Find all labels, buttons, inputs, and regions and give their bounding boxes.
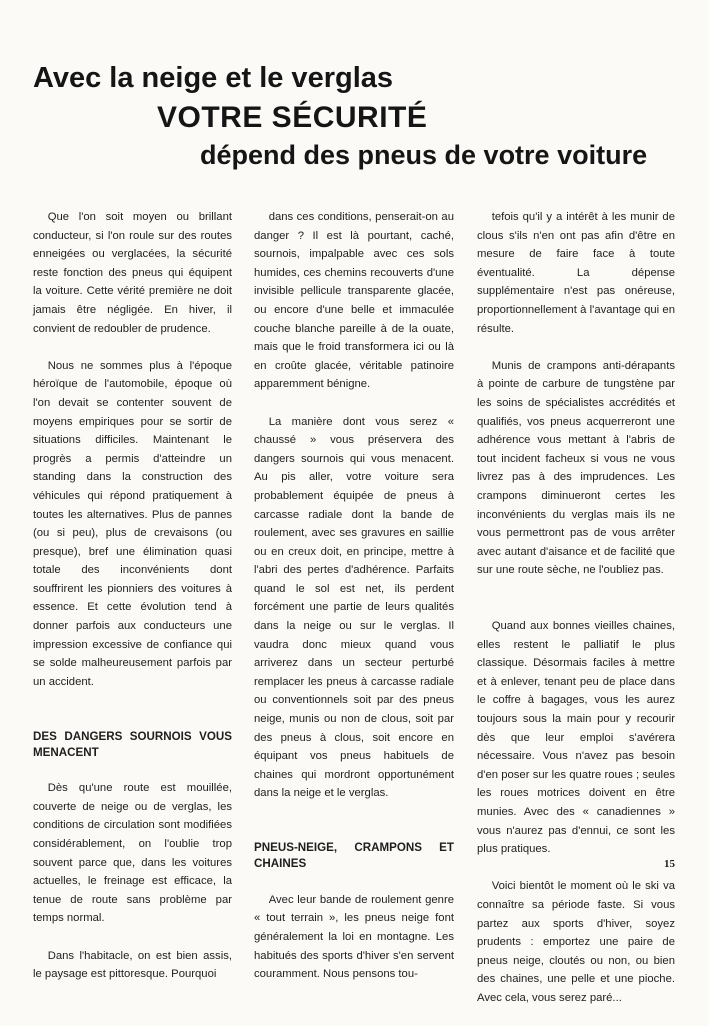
section-heading: PNEUS-NEIGE, CRAMPONS ET CHAINES bbox=[254, 841, 454, 871]
paragraph: Quand aux bonnes vieilles chaines, elles restent le palliatif le plus classique. Désormais faciles à mettre et à enlever, tenant peu de place dans le coffre à bagages, vous les aurez toujours sous la main pour y recourir dès que leur emploi s'avérera nécessaire. Vous n'avez pas besoin d'en poser sur les quatre roues ; seules les roues motrices doivent en être munies. Avec des « canadiennes » vous n'aurez pas d'ennui, ce sont les plus pratiques. bbox=[477, 620, 675, 856]
paragraph: Nous ne sommes plus à l'époque héroïque de l'automobile, époque où l'on devait se contenter souvent de moyens empiriques pour se sortir de situations difficiles. Maintenant le progrès a permis d'atteindre un standing dans la construction des véhicules qui répond pratiquement à toutes les alternatives. Plus de pannes (ou si peu), plus de crevaisons (ou presque), bref une élimination quasi totale des inconvénients dont souffrirent les pionniers des voitures à essence. Et cette évolution tend à donner parfois aux conducteurs une impression excessive de confiance qui se solde malheureusement parfois par un accident. bbox=[33, 359, 232, 688]
column-1 bbox=[33, 208, 232, 1002]
paragraph: Voici bientôt le moment où le ski va connaître sa période faste. Si vous partez aux sports d'hiver, soyez prudents : emportez une paire de pneus neige, cloutés ou non, ou bien des chaines, une pelle et une pioche. Avec cela, vous serez paré... bbox=[477, 880, 675, 1004]
paragraph: Munis de crampons anti-dérapants à pointe de carbure de tungstène par les soins de spécialistes accrédités et qualifiés, vos pneus acquerreront une adhérence vous mettant à l'abris de tout incident facheux si vous ne vous livrez pas à des imprudences. Les crampons diminueront certes les inconvénients du verglas mais ils ne vous permettront pas de vous arrêter avec autant d'aisance et de facilité que sur une route sèche, ne l'oubliez pas. bbox=[477, 359, 675, 577]
column-2 bbox=[254, 208, 454, 1002]
column-3 bbox=[477, 208, 675, 1026]
title-line-1: Avec la neige et le verglas bbox=[33, 62, 394, 94]
paragraph: Dès qu'une route est mouillée, couverte de neige ou de verglas, les conditions de circulation sont modifiées considérablement, on l'oublie trop souvent parce que, dans les voitures actuelles, le freinage est efficace, la tenue de route sans problème par temps normal. bbox=[33, 782, 232, 925]
paragraph: Avec leur bande de roulement genre « tout terrain », les pneus neige font généralement la loi en montagne. Les habitués des sports d'hiver s'en servent couramment. Nous pensons tou- bbox=[254, 893, 454, 981]
title-line-2: VOTRE SÉCURITÉ bbox=[157, 101, 428, 134]
paragraph: Que l'on soit moyen ou brillant conducteur, si l'on roule sur des routes enneigées ou verglacées, la sécurité reste fonction des pneus qui équipent la voiture. Cette vérité première ne doit jamais être négligée. En hiver, il convient de redoubler de prudence. bbox=[33, 211, 232, 335]
paragraph: Dans l'habitacle, on est bien assis, le paysage est pittoresque. Pourquoi bbox=[33, 949, 232, 981]
paragraph: La manière dont vous serez « chaussé » vous préservera des dangers sournois qui vous menacent. Au pis aller, votre voiture sera probablement équipée de pneus à carcasse radiale dont la bande de roulement, avec ses gravures en saillie ou en creux doit, en principe, mettre à l'abri des pertes d'adhérence. Parfaits quand le sol est net, ils perdent forcément une partie de leurs qualités dans la neige ou sur le verglas. Il vaudra donc mieux quand vous arriverez dans un secteur perturbé remplacer les pneus à carcasse radiale ou conventionnels soit par des pneus neige, munis ou non de clous, soit par des pneus à clous, soit encore en équipant vos pneus habituels de chaines qui mordront opportunément dans la neige et le verglas. bbox=[254, 415, 454, 800]
paragraph: dans ces conditions, penserait-on au danger ? Il est là pourtant, caché, sournois, impalpable avec ces sols humides, ces chemins recouverts d'une invisible pellicule transparente glacée, ou encore d'une belle et immaculée couche blanche pareille à de la ouate, mais que le froid transformera ici ou là en croûte glacée, véritable patinoire apparemment bénigne. bbox=[254, 211, 454, 391]
section-heading: DES DANGERS SOURNOIS VOUS MENACENT bbox=[33, 729, 232, 759]
title-line-3: dépend des pneus de votre voiture bbox=[200, 140, 648, 170]
paragraph: tefois qu'il y a intérêt à les munir de clous s'ils n'en ont pas afin d'être en mesure de faire face à toute éventualité. La dépense supplémentaire n'est pas onéreuse, proportionnellement à l'avantage qui en résulte. bbox=[477, 211, 675, 335]
page-number: 15 bbox=[664, 858, 675, 870]
